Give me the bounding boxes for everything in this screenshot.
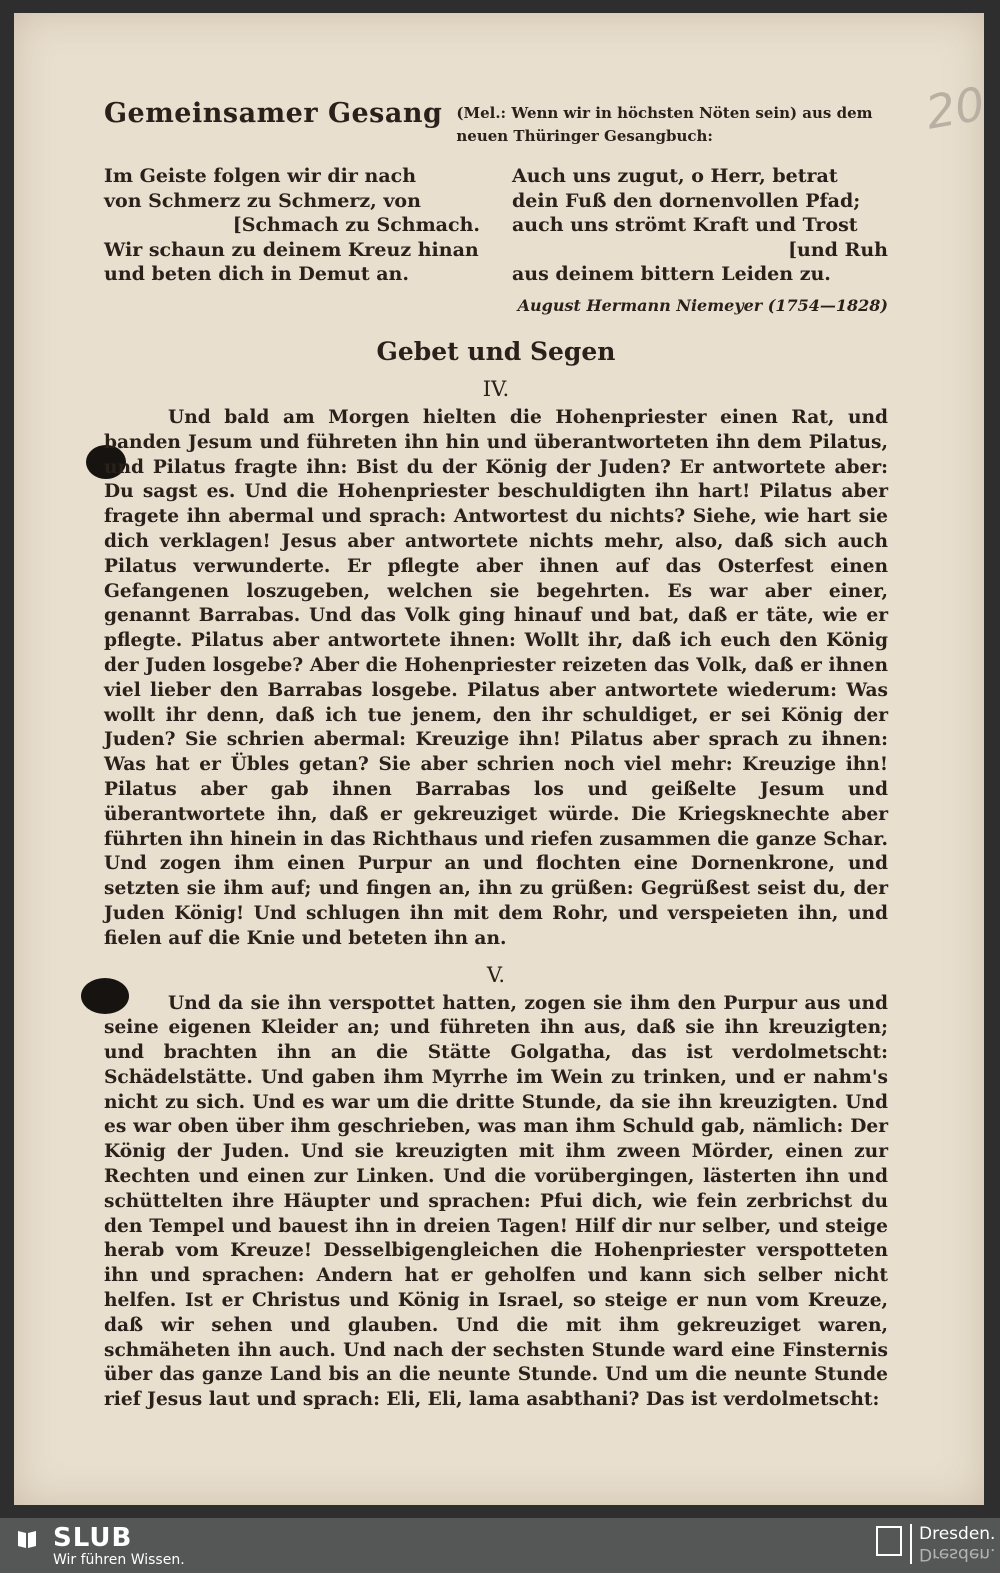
verse-line: aus deinem bittern Leiden zu. (512, 263, 831, 286)
slub-book-icon (16, 1528, 38, 1550)
verse-right (512, 164, 888, 287)
scripture-paragraph-v: Und da sie ihn verspottet hatten, zogen sie ihm den Purpur aus und seine eigenen Kleider an; und führeten ihn aus, daß sie ihn kreuzigten; und brachten ihn an die Stätte Golgatha, das ist verdolmetscht: Schädelstätte. Und gaben ihm Myrrhe im Wein zu trinken, und er nahm's nicht zu sich. Und es war um die dritte Stunde, da sie ihn kreuzigten. Und es war oben über ihm geschrieben, was man ihm Schuld gab, nämlich: Der König der Juden. Und sie kreuzigten mit ihm zween Mörder, einen zur Rechten und einen zur Linken. Und die vorübergingen, lästerten ihn und schüttelten ihre Häupter und sprachen: Pfui dich, wie fein zerbrichst du den Tempel und bauest ihn in dreien Tagen! Hilf dir nur selber, und steige herab vom Kreuze! Desselbigengleichen die Hohenpriester verspotteten ihn und sprachen: Andern hat er geholfen und kann sich selber nicht helfen. Ist er Christus und König in Israel, so steige er nun vom Kreuze, daß wir sehen und glauben. Und die mit ihm gekreuziget waren, schmäheten ihn auch. Und nach der sechsten Stunde ward eine Finsternis über das ganze Land bis an die neunte Stunde. Und um die neunte Stunde rief Jesus laut und sprach: Eli, Eli, lama asabthani? Das ist verdolmetscht: (104, 992, 888, 1411)
viewer-footer-bar (0, 1518, 1000, 1573)
part-numeral-v: V. (486, 962, 506, 987)
verse-line: Auch uns zugut, o Herr, betrat (512, 165, 838, 187)
verse-line: und beten dich in Demut an. (104, 263, 409, 286)
verse-left (104, 164, 480, 287)
verse-line: dein Fuß den dornenvollen Pfad; (512, 189, 861, 212)
section-title: Gebet und Segen (376, 336, 616, 366)
hymn-author: August Hermann Niemeyer (1754—1828) (517, 295, 888, 315)
verse-line: von Schmerz zu Schmerz, von (104, 189, 421, 212)
dresden-crest-icon (876, 1526, 902, 1556)
dresden-label-reflection: Dresden. (919, 1544, 996, 1564)
part-numeral-iv: IV. (482, 376, 510, 401)
verse-line: Im Geiste folgen wir dir nach (104, 165, 417, 187)
pencil-page-number: 20 (921, 76, 989, 140)
slub-brand[interactable]: SLUB (53, 1523, 133, 1553)
scripture-paragraph-iv: Und bald am Morgen hielten die Hohenpriester einen Rat, und banden Jesum und führeten ihn hin und überantworteten ihn dem Pilatus, und Pilatus fragte ihn: Bist du der König der Juden? Er antwortete aber: Du sagst es. Und die Hohenpriester beschuldigten ihn hart! Pilatus aber fragete ihn abermal und sprach: Antwortest du nichts? Siehe, wie hart sie dich verklagen! Jesus aber antwortete nichts mehr, also, daß sich auch Pilatus verwunderte. Er pflegte aber ihnen auf das Osterfest einen Gefangenen loszugeben, welchen sie begehrten. Es war aber einer, genannt Barrabas. Und das Volk ging hinauf und bat, daß er täte, wie er pflegte. Pilatus aber antwortete ihnen: Wollt ihr, daß ich euch den König der Juden losgebe? Aber die Hohenpriester reizeten das Volk, daß er ihnen viel lieber den Barrabas losgebe. Pilatus aber antwortete wiederum: Was wollt ihr denn, daß ich tue jenem, den ihr schuldiget, er sei König der Juden? Sie schrien abermal: Kreuzige ihn! Pilatus aber sprach zu ihnen: Was hat er Übles getan? Sie aber schrien noch viel mehr: Kreuzige ihn! Pilatus aber gab ihnen Barrabas los und geißelte Jesum und überantwortete ihn, daß er gekreuziget würde. Die Kriegsknechte aber führten ihn hinein in das Richthaus und riefen zusammen die ganze Schar. Und zogen ihm einen Purpur an und flochten eine Dornenkrone, und setzten sie ihm auf; und fingen an, ihn zu grüßen: Gegrüßest seist du, der Juden König! Und schlugen ihn mit dem Rohr, und verspeieten ihn, und fielen auf die Knie und beteten ihn an. (104, 406, 888, 949)
hymn-heading: Gemeinsamer Gesang (104, 98, 443, 129)
footer-divider (910, 1524, 912, 1564)
verse-line: [Schmach zu Schmach. (232, 214, 480, 237)
dresden-label[interactable]: Dresden. (919, 1524, 996, 1544)
slub-slogan: Wir führen Wissen. (53, 1552, 185, 1568)
hymn-melody-note: (Mel.: Wenn wir in höchsten Nöten sein) aus dem neuen Thüringer Gesangbuch: (456, 104, 873, 145)
document-content (104, 96, 888, 1413)
verse-line: auch uns strömt Kraft und Trost (512, 214, 858, 237)
verse-line: Wir schaun zu deinem Kreuz hinan (104, 238, 479, 261)
hymn-verses (104, 164, 888, 287)
verse-line: [und Ruh (788, 238, 888, 261)
hymn-heading-row (104, 96, 888, 148)
